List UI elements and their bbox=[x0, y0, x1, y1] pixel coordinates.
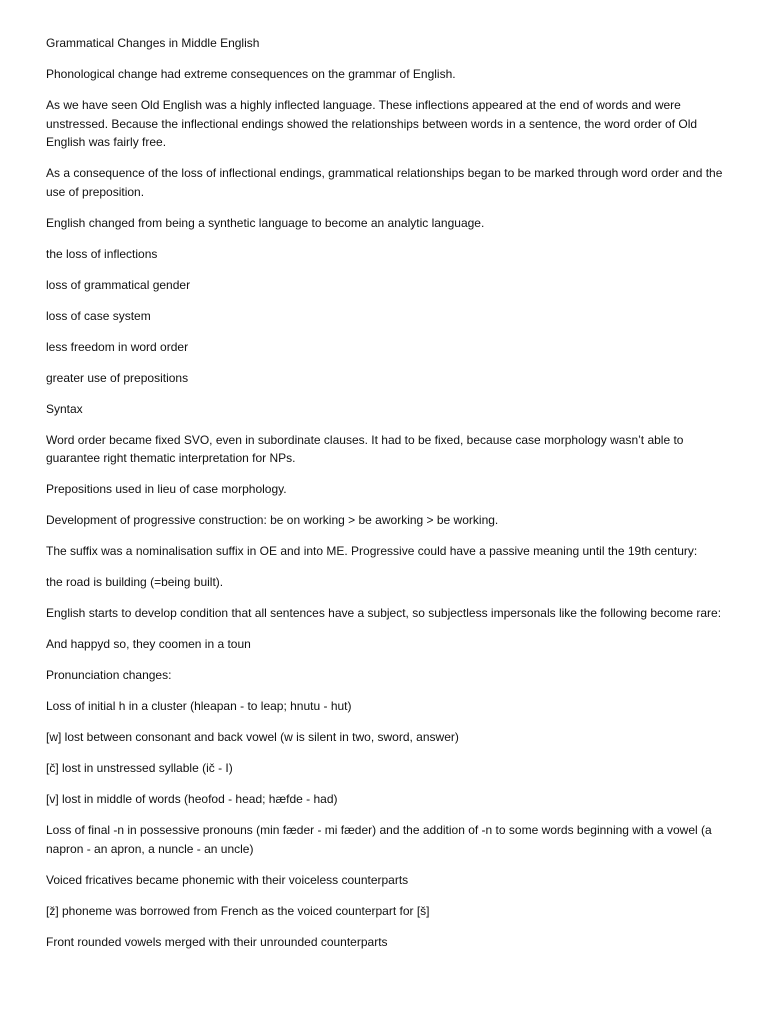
list-item-use-of-prepositions: greater use of prepositions bbox=[46, 370, 189, 385]
paragraph-initial-h: Loss of initial h in a cluster (hleapan - to leap; hnutu - hut) bbox=[46, 699, 352, 714]
paragraph-final-n: Loss of final -n in possessive pronouns (min fæder - mi fæder) and the addition of -n to some words beginning with a vowel (a napron - an apron, a nuncle - an uncle) bbox=[46, 823, 712, 856]
paragraph-w-lost: [w] lost between consonant and back vowel (w is silent in two, sword, answer) bbox=[46, 730, 459, 745]
paragraph-zh-phoneme: [ž] phoneme was borrowed from French as the voiced counterpart for [š] bbox=[46, 903, 430, 918]
paragraph-voiced-fricatives: Voiced fricatives became phonemic with their voiceless counterparts bbox=[46, 872, 409, 887]
paragraph-old-english-inflection: As we have seen Old English was a highly inflected language. These inflections appeared at the end of words and were unstressed. Because the inflectional endings showed the relationships between words in a sentence, the word order of Old English was fairly free. bbox=[46, 97, 698, 150]
paragraph-progressive-construction: Development of progressive construction: be on working > be aworking > be working. bbox=[46, 513, 499, 528]
paragraph-c-lost: [č] lost in unstressed syllable (ič - I) bbox=[46, 761, 233, 776]
paragraph-prepositions: Prepositions used in lieu of case morphology. bbox=[46, 482, 287, 497]
list-item-loss-of-gender: loss of grammatical gender bbox=[46, 277, 191, 292]
document-title: Grammatical Changes in Middle English bbox=[46, 36, 260, 50]
list-item-loss-of-case-system: loss of case system bbox=[46, 308, 151, 323]
section-heading-pronunciation: Pronunciation changes: bbox=[46, 668, 172, 683]
section-heading-syntax: Syntax bbox=[46, 401, 83, 416]
paragraph-nominalisation-suffix: The suffix was a nominalisation suffix in OE and into ME. Progressive could have a passive meaning until the 19th century: bbox=[46, 544, 698, 559]
list-item-word-order-freedom: less freedom in word order bbox=[46, 339, 189, 354]
paragraph-svo-order: Word order became fixed SVO, even in subordinate clauses. It had to be fixed, because case morphology wasn’t able to guarantee right thematic interpretation for NPs. bbox=[46, 432, 684, 466]
example-happyd-so: And happyd so, they coomen in a toun bbox=[46, 637, 251, 652]
paragraph-v-lost: [v] lost in middle of words (heofod - head; hæfde - had) bbox=[46, 792, 338, 807]
paragraph-synthetic-to-analytic: English changed from being a synthetic language to become an analytic language. bbox=[46, 215, 485, 230]
example-road-is-building: the road is building (=being built). bbox=[46, 575, 224, 590]
paragraph-phonological-change: Phonological change had extreme consequences on the grammar of English. bbox=[46, 66, 456, 81]
paragraph-front-rounded-vowels: Front rounded vowels merged with their unrounded counterparts bbox=[46, 934, 388, 949]
paragraph-loss-of-endings: As a consequence of the loss of inflectional endings, grammatical relationships began to be marked through word order and the use of preposition. bbox=[46, 166, 723, 199]
document-page bbox=[46, 34, 736, 964]
list-item-loss-of-inflections: the loss of inflections bbox=[46, 246, 158, 261]
paragraph-subject-requirement: English starts to develop condition that all sentences have a subject, so subjectless impersonals like the following become rare: bbox=[46, 606, 722, 621]
